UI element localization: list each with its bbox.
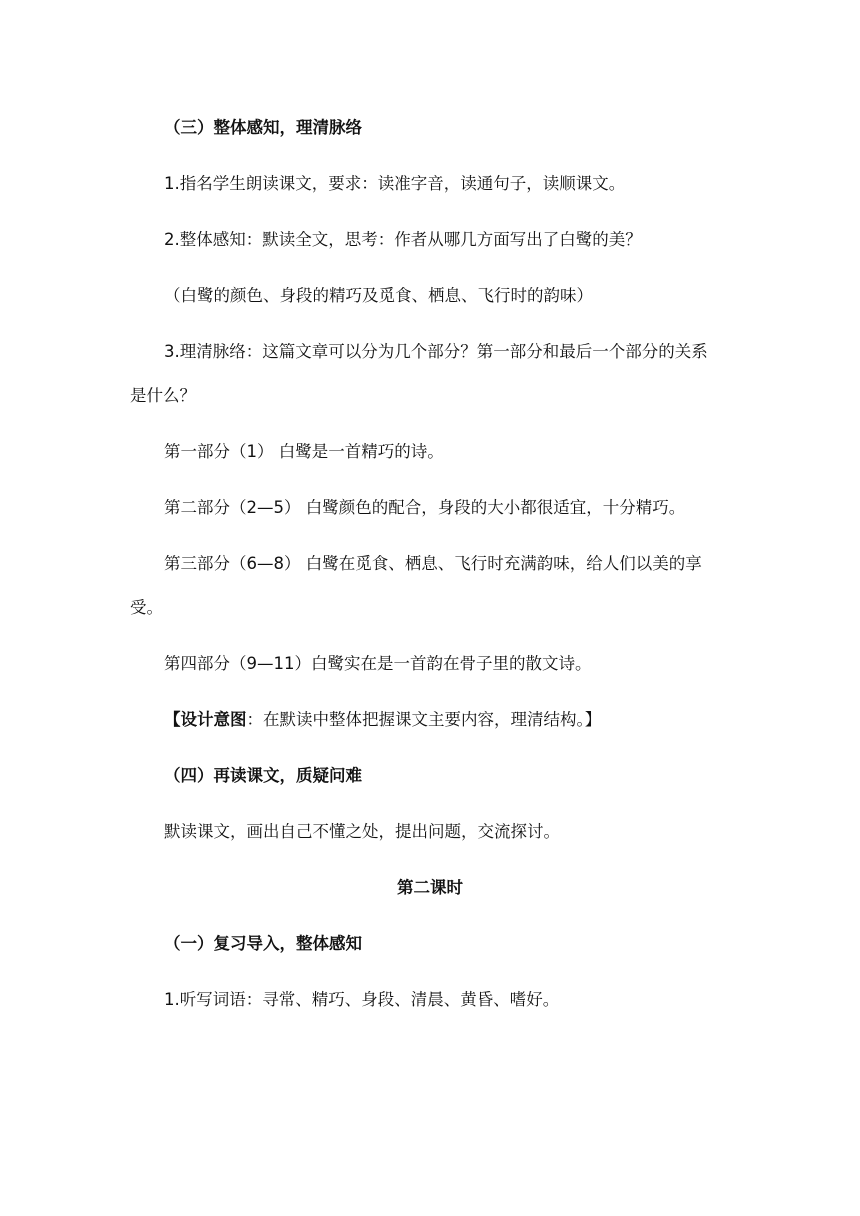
paragraph-silent-reading: 默读课文，画出自己不懂之处，提出问题，交流探讨。 xyxy=(164,822,560,841)
paragraph-answer: （白鹭的颜色、身段的精巧及觅食、栖息、飞行时的韵味） xyxy=(164,286,593,305)
part-three-line2: 受。 xyxy=(130,598,163,617)
lesson-two-title: 第二课时 xyxy=(397,878,463,897)
design-intent xyxy=(164,709,740,731)
paragraph-dictation: 1.听写词语：寻常、精巧、身段、清晨、黄昏、嗜好。 xyxy=(164,990,560,1009)
part-two: 第二部分（2—5） 白鹭颜色的配合，身段的大小都很适宜，十分精巧。 xyxy=(164,498,686,517)
section-heading-reread: （四）再读课文，质疑问难 xyxy=(164,766,362,785)
design-intent-text: ：在默读中整体把握课文主要内容，理清结构。】 xyxy=(246,710,602,729)
design-intent-label: 【设计意图 xyxy=(164,710,247,729)
paragraph-structure-question-line1: 3.理清脉络：这篇文章可以分为几个部分？第一部分和最后一个部分的关系 xyxy=(164,342,708,361)
section-heading-overall-perception: （三）整体感知，理清脉络 xyxy=(164,118,362,137)
part-one: 第一部分（1） 白鹭是一首精巧的诗。 xyxy=(164,442,444,461)
paragraph-overall-perception-question: 2.整体感知：默读全文，思考：作者从哪几方面写出了白鹭的美？ xyxy=(164,230,642,249)
paragraph-structure-question-line2: 是什么？ xyxy=(130,386,196,405)
part-three-line1: 第三部分（6—8） 白鹭在觅食、栖息、飞行时充满韵味，给人们以美的享 xyxy=(164,554,702,573)
paragraph-read-aloud: 1.指名学生朗读课文，要求：读准字音，读通句子，读顺课文。 xyxy=(164,174,626,193)
part-four: 第四部分（9—11）白鹭实在是一首韵在骨子里的散文诗。 xyxy=(164,654,592,673)
section-heading-review: （一）复习导入，整体感知 xyxy=(164,934,362,953)
